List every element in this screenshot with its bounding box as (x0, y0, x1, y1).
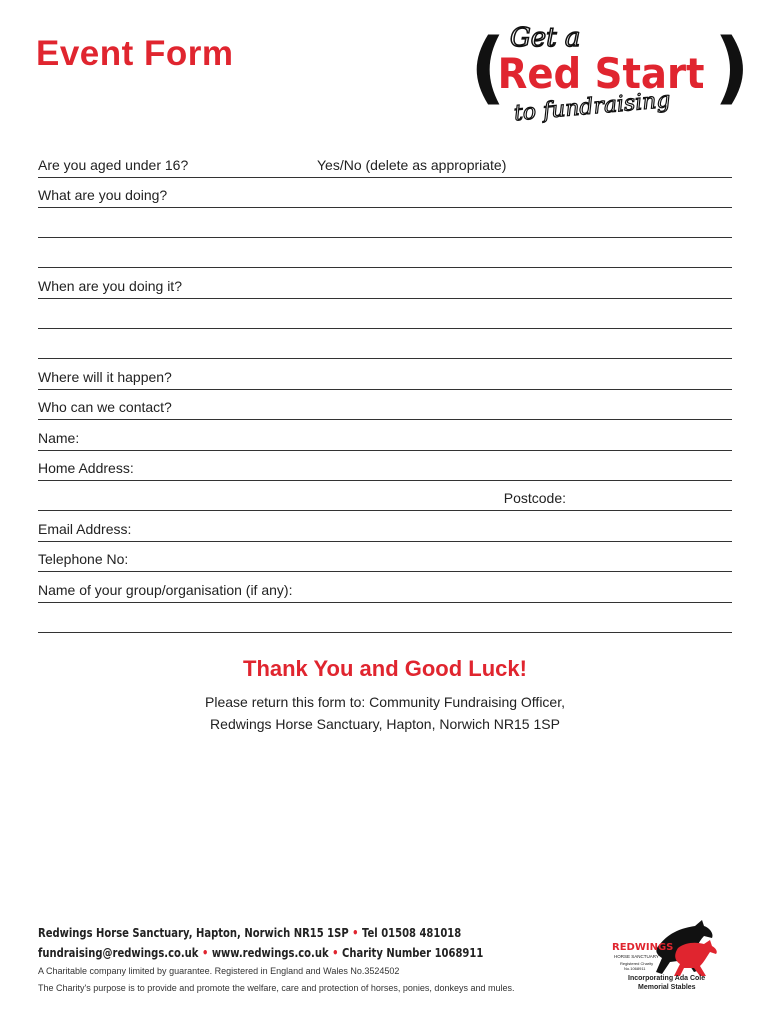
logo-line1: Get a (510, 23, 581, 53)
return-line-1: Please return this form to: Community Fundraising Officer, (205, 694, 565, 710)
contact-field[interactable] (38, 389, 732, 420)
group-field[interactable] (38, 572, 732, 603)
phone-label: Telephone No: (38, 551, 129, 567)
group-label: Name of your group/organisation (if any): (38, 582, 293, 598)
footer-purpose: The Charity's purpose is to provide and promote the welfare, care and protection of horses, ponies, donkeys and mules. (38, 983, 515, 993)
logo-reg2: No.1068911 (624, 966, 646, 971)
footer-address-line (38, 925, 461, 940)
name-label: Name: (38, 430, 80, 446)
footer-email[interactable]: fundraising@redwings.co.uk (38, 945, 199, 960)
logo-sub: HORSE SANCTUARY (614, 954, 659, 959)
when-field[interactable] (38, 268, 732, 299)
group-line-2[interactable] (38, 602, 732, 633)
doing-label: What are you doing? (38, 187, 168, 203)
footer-charity: Charity Number 1068911 (341, 945, 484, 960)
when-line-2[interactable] (38, 298, 732, 329)
red-start-logo (470, 14, 750, 127)
redwings-logo (600, 914, 730, 994)
footer-contact-line (38, 945, 483, 960)
address-line-2[interactable] (38, 480, 732, 511)
thank-you-heading: Thank You and Good Luck! (243, 656, 527, 681)
where-label: Where will it happen? (38, 369, 172, 385)
footer-bullet: • (352, 925, 363, 940)
where-field[interactable] (38, 359, 732, 390)
name-field[interactable] (38, 420, 732, 451)
contact-label: Who can we contact? (38, 399, 172, 415)
logo-reg1: Registered Charity (620, 961, 654, 966)
footer-tel: Tel 01508 481018 (362, 925, 462, 940)
under16-label: Are you aged under 16? (38, 157, 189, 173)
when-label: When are you doing it? (38, 278, 182, 294)
logo-incorp2: Memorial Stables (638, 984, 696, 991)
logo-paren-right: ) (714, 23, 750, 113)
footer-web[interactable]: www.redwings.co.uk (211, 945, 329, 960)
doing-line-2[interactable] (38, 207, 732, 238)
logo-paren-left: ( (470, 23, 506, 113)
logo-name: REDWINGS (612, 942, 674, 953)
under16-field[interactable] (38, 147, 732, 178)
footer-bullet: • (201, 945, 212, 960)
doing-field[interactable] (38, 177, 732, 208)
phone-field[interactable] (38, 541, 732, 572)
email-label: Email Address: (38, 521, 132, 537)
footer-bullet: • (332, 945, 342, 960)
footer-address: Redwings Horse Sanctuary, Hapton, Norwich NR15 1SP (38, 925, 349, 940)
return-line-2: Redwings Horse Sanctuary, Hapton, Norwich NR15 1SP (210, 716, 560, 732)
address-field[interactable] (38, 450, 732, 481)
form-title: Event Form (36, 34, 234, 73)
doing-line-3[interactable] (38, 237, 732, 268)
logo-line3: to fundraising (512, 87, 672, 127)
under16-options: Yes/No (delete as appropriate) (317, 157, 507, 173)
logo-incorp1: Incorporating Ada Cole (628, 975, 706, 982)
when-line-3[interactable] (38, 328, 732, 359)
postcode-label: Postcode: (503, 490, 566, 506)
logo-line2: Red Start (497, 49, 705, 99)
email-field[interactable] (38, 511, 732, 542)
footer-legal: A Charitable company limited by guarantee. Registered in England and Wales No.3524502 (38, 966, 400, 976)
address-label: Home Address: (38, 460, 134, 476)
